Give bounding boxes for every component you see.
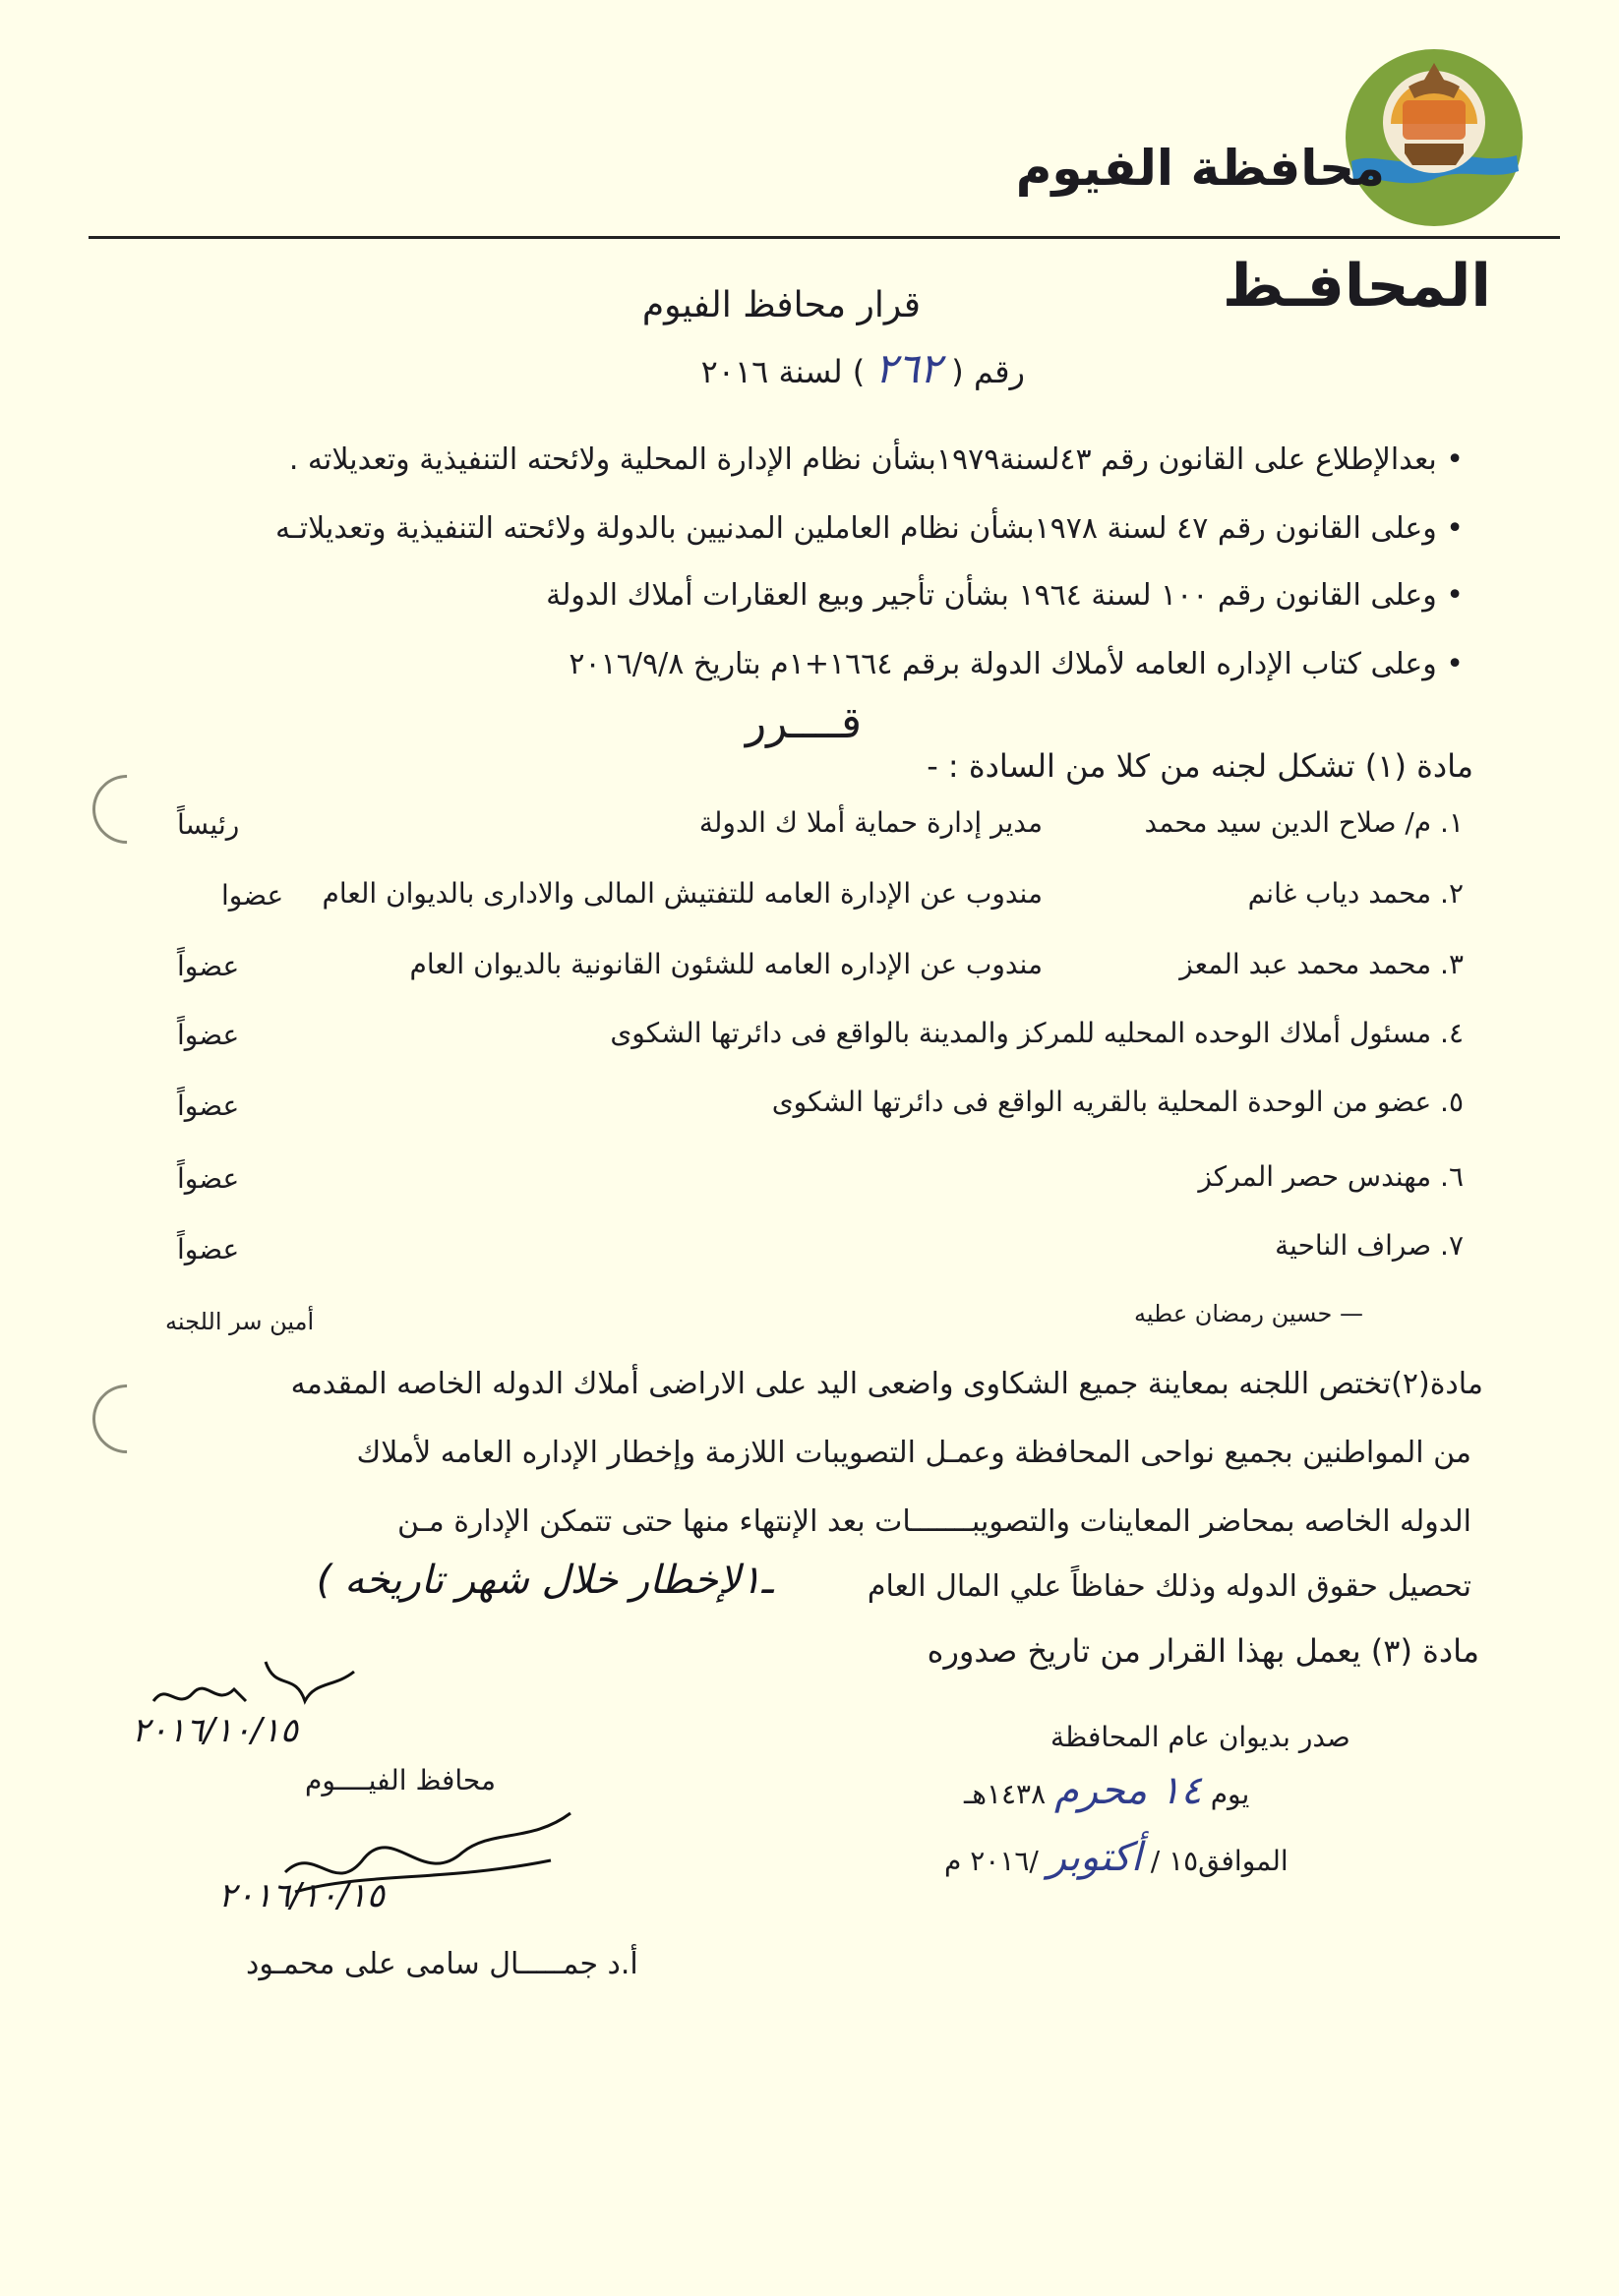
committee-secretary-name: — حسين رمضان عطيه bbox=[1134, 1300, 1363, 1327]
recital-3: • وعلى القانون رقم ١٠٠ لسنة ١٩٦٤ بشأن تأجير وبيع العقارات أملاك الدولة bbox=[546, 578, 1464, 613]
member-6-status: عضواً bbox=[177, 1162, 240, 1195]
member-3-status: عضواً bbox=[177, 950, 240, 982]
issued-corresponding-prefix: الموافق١٥ / bbox=[1150, 1845, 1289, 1877]
member-5-status: عضواً bbox=[177, 1089, 240, 1122]
member-4-name: ٤. مسئول أملاك الوحده المحليه للمركز والمدينة بالواقع فى دائرتها الشكوى bbox=[610, 1017, 1464, 1049]
margin-date-handwritten: ٢٠١٦/١٠/١٥ bbox=[132, 1711, 299, 1750]
issued-gregorian-year: /٢٠١٦ م bbox=[944, 1845, 1039, 1877]
committee-secretary-title: أمين سر اللجنه bbox=[165, 1308, 315, 1335]
member-6-name: ٦. مهندس حصر المركز bbox=[1198, 1160, 1464, 1193]
recital-1: • بعدالإطلاع على القانون رقم ٤٣لسنة١٩٧٩بشأن نظام الإدارة المحلية ولائحته التنفيذية وتعديلاته . bbox=[288, 442, 1464, 477]
governor-title: المحافـظ bbox=[1222, 252, 1491, 321]
member-2-name: ٢. محمد دياب غانم bbox=[1247, 877, 1464, 910]
recital-4: • وعلى كتاب الإداره العامه لأملاك الدولة برقم ١٦٦٤+١م بتاريخ ٢٠١٦/٩/٨ bbox=[569, 647, 1464, 681]
issued-day-line bbox=[964, 1768, 1249, 1813]
member-5-name: ٥. عضو من الوحدة المحلية بالقريه الواقع فى دائرتها الشكوى bbox=[771, 1086, 1464, 1118]
margin-signature bbox=[148, 1642, 374, 1721]
issued-day-handwritten: ١٤ محرم bbox=[1054, 1768, 1202, 1813]
member-3-name: ٣. محمد محمد عبد المعز bbox=[1179, 948, 1464, 980]
member-7-status: عضواً bbox=[177, 1233, 240, 1266]
decree-number-suffix: ) لسنة ٢٠١٦ bbox=[700, 353, 866, 390]
article-2-line-1: مادة(٢)تختص اللجنه بمعاينة جميع الشكاوى واضعى اليد على الاراضى أملاك الدوله الخاصه المقدمه bbox=[290, 1367, 1483, 1401]
signatory-name: أ.د جمـــــال سامى على محمـود bbox=[246, 1947, 638, 1981]
signature-title: محافظ الفيــــوم bbox=[305, 1764, 497, 1796]
member-2-status: عضوا bbox=[221, 879, 284, 912]
signature-date-handwritten: ٢٠١٦/١٠/١٥ bbox=[218, 1876, 386, 1915]
member-1-status: رئيساً bbox=[177, 808, 240, 841]
article-2-handwritten-addition: ـ١لإخطار خلال شهر تاريخه ) bbox=[316, 1558, 773, 1603]
member-3-role: مندوب عن الإداره العامه للشئون القانونية بالديوان العام bbox=[409, 948, 1043, 980]
issued-hijri-year: ١٤٣٨هـ bbox=[964, 1778, 1047, 1810]
decree-title: قرار محافظ الفيوم bbox=[641, 285, 921, 325]
issued-place: صدر بديوان عام المحافظة bbox=[1050, 1721, 1350, 1753]
punch-hole-bottom bbox=[79, 1371, 176, 1468]
decree-number-line bbox=[701, 344, 1025, 392]
member-1-role: مدير إدارة حماية أملا ك الدولة bbox=[698, 806, 1043, 839]
governorate-name: محافظة الفيوم bbox=[1015, 140, 1385, 197]
issued-day-prefix: يوم bbox=[1210, 1778, 1250, 1810]
header-divider bbox=[89, 236, 1560, 239]
article-2-line-3: الدوله الخاصه بمحاضر المعاينات والتصويبـــــــات بعد الإنتهاء منها حتى تتمكن الإدارة مـن bbox=[396, 1504, 1471, 1539]
issued-month-handwritten: أكتوبر bbox=[1047, 1835, 1142, 1880]
article-2-line-2: من المواطنين بجميع نواحى المحافظة وعمـل التصويبات اللازمة وإخطار الإداره العامه لأملاك bbox=[356, 1436, 1471, 1470]
article-1-heading: مادة (١) تشكل لجنه من كلا من السادة : - bbox=[927, 747, 1473, 785]
article-3: مادة (٣) يعمل بهذا القرار من تاريخ صدوره bbox=[927, 1632, 1479, 1670]
decree-number-prefix: رقم ( bbox=[951, 353, 1025, 390]
decision-word: قــــرر bbox=[745, 698, 862, 748]
recital-2: • وعلى القانون رقم ٤٧ لسنة ١٩٧٨بشأن نظام العاملين المدنيين بالدولة ولائحته التنفيذية وتعديلاتـه bbox=[274, 511, 1464, 546]
issued-gregorian-line bbox=[944, 1835, 1289, 1880]
article-2-line-4: تحصيل حقوق الدوله وذلك حفاظاً علي المال العام bbox=[867, 1569, 1471, 1604]
punch-hole-top bbox=[79, 761, 176, 858]
member-7-name: ٧. صراف الناحية bbox=[1275, 1229, 1464, 1262]
decree-number-handwritten: ٢٦٢ bbox=[874, 344, 942, 392]
member-1-name: ١. م/ صلاح الدين سيد محمد bbox=[1144, 806, 1464, 839]
member-4-status: عضواً bbox=[177, 1019, 240, 1051]
member-2-role: مندوب عن الإدارة العامه للتفتيش المالى والادارى بالديوان العام bbox=[322, 877, 1043, 910]
